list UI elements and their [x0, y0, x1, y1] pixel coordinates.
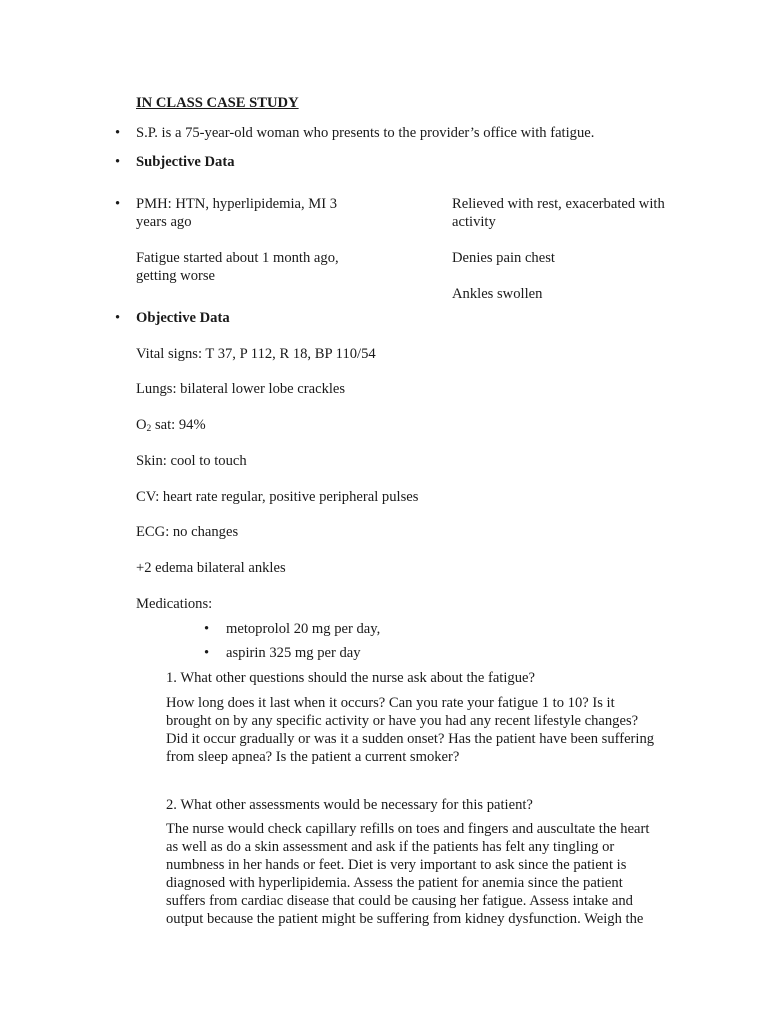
subjective-pmh-line2: years ago: [136, 214, 192, 230]
objective-skin: Skin: cool to touch: [136, 453, 247, 469]
subjective-fatigue-line2: getting worse: [136, 268, 216, 284]
subjective-pmh-line1: PMH: HTN, hyperlipidemia, MI 3: [136, 196, 338, 212]
answer-1-line: from sleep apnea? Is the patient a current smoker?: [166, 749, 460, 765]
subjective-chest-pain: Denies pain chest: [452, 250, 555, 266]
bullet-icon: •: [204, 621, 210, 637]
question-1: 1. What other questions should the nurse ask about the fatigue?: [166, 670, 535, 686]
answer-2-line: The nurse would check capillary refills on toes and fingers and auscultate the heart: [166, 821, 650, 837]
intro-text: S.P. is a 75-year-old woman who presents to the provider’s office with fatigue.: [136, 125, 595, 141]
subjective-relieved-line2: activity: [452, 214, 496, 230]
medication-item: aspirin 325 mg per day: [226, 645, 361, 661]
objective-cv: CV: heart rate regular, positive peripheral pulses: [136, 489, 419, 505]
medications-label: Medications:: [136, 596, 213, 612]
subjective-fatigue-line1: Fatigue started about 1 month ago,: [136, 250, 339, 266]
subjective-relieved-line1: Relieved with rest, exacerbated with: [452, 196, 665, 212]
document-title: IN CLASS CASE STUDY: [136, 95, 299, 111]
question-2: 2. What other assessments would be necessary for this patient?: [166, 797, 533, 813]
subjective-ankles: Ankles swollen: [452, 286, 543, 302]
objective-heading: Objective Data: [136, 310, 230, 326]
o2-suffix: sat: 94%: [151, 417, 206, 433]
medication-item: metoprolol 20 mg per day,: [226, 621, 381, 637]
objective-vitals: Vital signs: T 37, P 112, R 18, BP 110/54: [136, 346, 376, 362]
answer-2-line: suffers from cardiac disease that could be causing her fatigue. Assess intake and: [166, 893, 633, 909]
o2-subscript: 2: [146, 424, 152, 434]
answer-1-line: brought on by any specific activity or have you had any recent lifestyle changes?: [166, 713, 639, 729]
bullet-icon: •: [115, 125, 121, 141]
answer-2-line: output because the patient might be suffering from kidney dysfunction. Weigh the: [166, 911, 644, 927]
answer-1-line: Did it occur gradually or was it a sudden onset? Has the patient have been suffering: [166, 731, 655, 747]
answer-2-line: numbness in her hands or feet. Diet is very important to ask since the patient is: [166, 857, 627, 873]
bullet-icon: •: [115, 196, 121, 212]
answer-1-line: How long does it last when it occurs? Can you rate your fatigue 1 to 10? Is it: [166, 695, 615, 711]
objective-o2-sat: [136, 416, 206, 434]
objective-lungs: Lungs: bilateral lower lobe crackles: [136, 381, 346, 397]
bullet-icon: •: [115, 310, 121, 326]
o2-prefix: O: [136, 417, 147, 433]
bullet-icon: •: [115, 154, 121, 170]
subjective-heading: Subjective Data: [136, 154, 235, 170]
objective-edema: +2 edema bilateral ankles: [136, 560, 286, 576]
objective-ecg: ECG: no changes: [136, 524, 239, 540]
answer-2-line: diagnosed with hyperlipidemia. Assess the patient for anemia since the patient: [166, 875, 623, 891]
answer-2-line: as well as do a skin assessment and ask if the patients has felt any tingling or: [166, 839, 615, 855]
bullet-icon: •: [204, 645, 210, 661]
